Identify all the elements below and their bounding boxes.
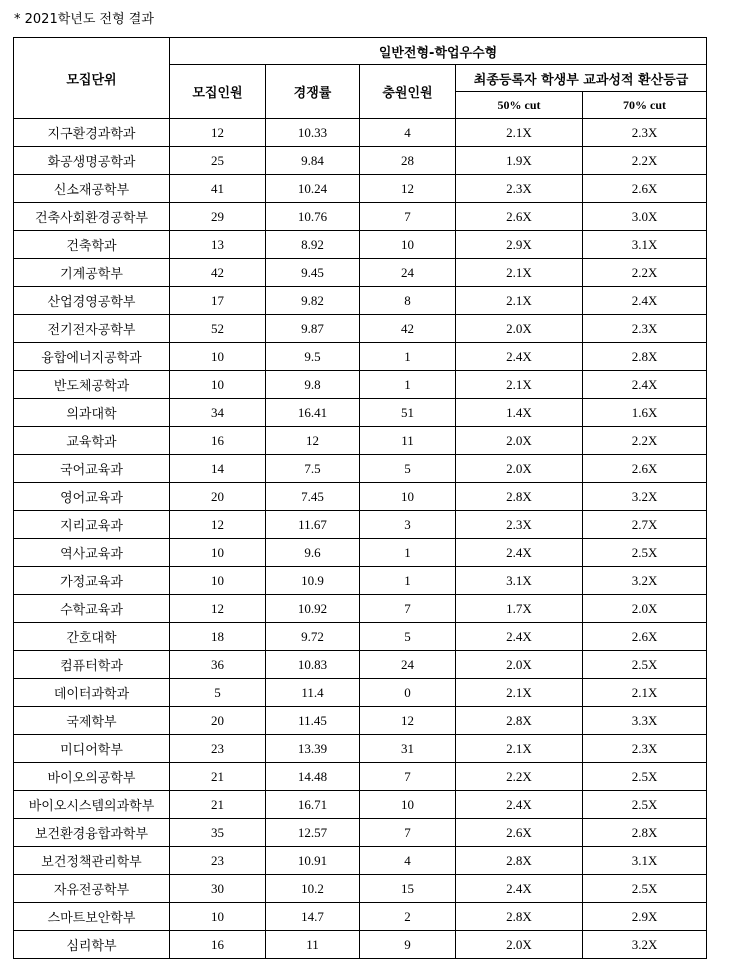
table-caption: * 2021학년도 전형 결과 (14, 12, 154, 27)
cell-cut50: 1.7X (456, 595, 583, 623)
cell-competition: 9.72 (266, 623, 360, 651)
cell-cut70: 2.5X (583, 651, 707, 679)
cell-competition: 9.45 (266, 259, 360, 287)
cell-cut50: 2.8X (456, 707, 583, 735)
table-row (14, 399, 707, 427)
cell-unit: 기계공학부 (14, 259, 170, 287)
cell-competition: 10.76 (266, 203, 360, 231)
cell-unit: 국어교육과 (14, 455, 170, 483)
cell-cut70: 2.5X (583, 763, 707, 791)
cell-competition: 11.45 (266, 707, 360, 735)
cell-competition: 7.5 (266, 455, 360, 483)
cell-cut50: 2.4X (456, 791, 583, 819)
cell-quota: 14 (170, 455, 266, 483)
table-row (14, 147, 707, 175)
cell-competition: 10.33 (266, 119, 360, 147)
cell-additional: 1 (360, 371, 456, 399)
cell-quota: 12 (170, 595, 266, 623)
table-row (14, 651, 707, 679)
cell-cut50: 2.4X (456, 875, 583, 903)
cell-cut70: 3.1X (583, 847, 707, 875)
cell-cut50: 2.0X (456, 427, 583, 455)
table-row (14, 231, 707, 259)
cell-unit: 신소재공학부 (14, 175, 170, 203)
cell-additional: 1 (360, 567, 456, 595)
cell-quota: 16 (170, 931, 266, 959)
cell-additional: 4 (360, 119, 456, 147)
cell-competition: 11.67 (266, 511, 360, 539)
header-competition: 경쟁률 (266, 65, 360, 119)
cell-additional: 24 (360, 651, 456, 679)
cell-unit: 자유전공학부 (14, 875, 170, 903)
cell-cut70: 2.5X (583, 791, 707, 819)
cell-unit: 수학교육과 (14, 595, 170, 623)
cell-quota: 42 (170, 259, 266, 287)
table-row (14, 511, 707, 539)
cell-cut70: 2.4X (583, 287, 707, 315)
cell-quota: 23 (170, 847, 266, 875)
table-row (14, 679, 707, 707)
cell-unit: 가정교육과 (14, 567, 170, 595)
cell-quota: 21 (170, 763, 266, 791)
cell-unit: 영어교육과 (14, 483, 170, 511)
cell-cut50: 2.1X (456, 679, 583, 707)
table-row (14, 427, 707, 455)
cell-additional: 8 (360, 287, 456, 315)
admission-results-table (13, 37, 707, 959)
table-row (14, 595, 707, 623)
table-row (14, 175, 707, 203)
cell-competition: 10.92 (266, 595, 360, 623)
cell-cut70: 2.3X (583, 735, 707, 763)
cell-cut50: 2.6X (456, 819, 583, 847)
header-quota: 모집인원 (170, 65, 266, 119)
cell-quota: 35 (170, 819, 266, 847)
cell-cut70: 3.1X (583, 231, 707, 259)
table-row (14, 791, 707, 819)
cell-cut70: 2.8X (583, 819, 707, 847)
cell-additional: 12 (360, 175, 456, 203)
cell-competition: 10.24 (266, 175, 360, 203)
cell-cut70: 2.7X (583, 511, 707, 539)
cell-additional: 7 (360, 203, 456, 231)
cell-competition: 11.4 (266, 679, 360, 707)
cell-quota: 10 (170, 371, 266, 399)
cell-quota: 10 (170, 903, 266, 931)
cell-quota: 52 (170, 315, 266, 343)
cell-unit: 건축학과 (14, 231, 170, 259)
cell-unit: 간호대학 (14, 623, 170, 651)
cell-additional: 9 (360, 931, 456, 959)
cell-additional: 3 (360, 511, 456, 539)
cell-cut50: 2.9X (456, 231, 583, 259)
cell-additional: 10 (360, 483, 456, 511)
cell-additional: 0 (360, 679, 456, 707)
table-row (14, 455, 707, 483)
table-row (14, 847, 707, 875)
cell-cut70: 2.2X (583, 147, 707, 175)
cell-additional: 7 (360, 595, 456, 623)
cell-quota: 17 (170, 287, 266, 315)
cell-unit: 지리교육과 (14, 511, 170, 539)
cell-unit: 화공생명공학과 (14, 147, 170, 175)
cell-quota: 36 (170, 651, 266, 679)
cell-competition: 10.83 (266, 651, 360, 679)
cell-additional: 1 (360, 343, 456, 371)
header-additional: 충원인원 (360, 65, 456, 119)
cell-additional: 31 (360, 735, 456, 763)
table-body (14, 119, 707, 959)
cell-cut50: 2.8X (456, 847, 583, 875)
cell-competition: 9.84 (266, 147, 360, 175)
cell-additional: 24 (360, 259, 456, 287)
cell-competition: 16.41 (266, 399, 360, 427)
cell-competition: 13.39 (266, 735, 360, 763)
cell-competition: 14.7 (266, 903, 360, 931)
cell-quota: 20 (170, 707, 266, 735)
cell-additional: 10 (360, 791, 456, 819)
cell-quota: 21 (170, 791, 266, 819)
cell-quota: 29 (170, 203, 266, 231)
cell-cut50: 1.4X (456, 399, 583, 427)
cell-additional: 51 (360, 399, 456, 427)
cell-cut50: 2.8X (456, 483, 583, 511)
cell-quota: 30 (170, 875, 266, 903)
cell-cut70: 3.0X (583, 203, 707, 231)
header-group: 일반전형-학업우수형 (170, 38, 707, 65)
table-row (14, 259, 707, 287)
cell-competition: 9.82 (266, 287, 360, 315)
cell-quota: 10 (170, 539, 266, 567)
cell-cut50: 2.1X (456, 735, 583, 763)
cell-cut70: 3.2X (583, 931, 707, 959)
cell-quota: 10 (170, 567, 266, 595)
cell-competition: 7.45 (266, 483, 360, 511)
cell-cut70: 3.3X (583, 707, 707, 735)
table-row (14, 567, 707, 595)
cell-cut50: 2.6X (456, 203, 583, 231)
table-row (14, 119, 707, 147)
cell-cut50: 2.8X (456, 903, 583, 931)
cell-unit: 국제학부 (14, 707, 170, 735)
table-row (14, 875, 707, 903)
cell-cut50: 3.1X (456, 567, 583, 595)
cell-unit: 데이터과학과 (14, 679, 170, 707)
table-row (14, 343, 707, 371)
cell-quota: 25 (170, 147, 266, 175)
cell-cut70: 2.2X (583, 427, 707, 455)
cell-additional: 5 (360, 455, 456, 483)
header-cut50: 50% cut (456, 92, 583, 119)
cell-competition: 8.92 (266, 231, 360, 259)
cell-unit: 전기전자공학부 (14, 315, 170, 343)
cell-competition: 14.48 (266, 763, 360, 791)
cell-competition: 9.87 (266, 315, 360, 343)
cell-cut70: 2.6X (583, 623, 707, 651)
cell-cut50: 2.2X (456, 763, 583, 791)
cell-additional: 4 (360, 847, 456, 875)
cell-competition: 9.6 (266, 539, 360, 567)
cell-cut50: 2.3X (456, 511, 583, 539)
table-row (14, 483, 707, 511)
cell-cut50: 2.0X (456, 931, 583, 959)
cell-cut70: 2.2X (583, 259, 707, 287)
cell-unit: 역사교육과 (14, 539, 170, 567)
cell-cut70: 2.3X (583, 315, 707, 343)
cell-additional: 2 (360, 903, 456, 931)
cell-cut70: 3.2X (583, 567, 707, 595)
cell-additional: 15 (360, 875, 456, 903)
cell-cut70: 2.0X (583, 595, 707, 623)
cell-unit: 건축사회환경공학부 (14, 203, 170, 231)
table-row (14, 315, 707, 343)
cell-cut70: 2.6X (583, 455, 707, 483)
cell-unit: 교육학과 (14, 427, 170, 455)
cell-cut50: 2.0X (456, 455, 583, 483)
cell-cut50: 2.3X (456, 175, 583, 203)
header-cut70: 70% cut (583, 92, 707, 119)
cell-unit: 심리학부 (14, 931, 170, 959)
cell-cut50: 2.1X (456, 119, 583, 147)
cell-quota: 16 (170, 427, 266, 455)
cell-cut70: 2.6X (583, 175, 707, 203)
table-row (14, 287, 707, 315)
cell-unit: 바이오의공학부 (14, 763, 170, 791)
cell-quota: 5 (170, 679, 266, 707)
cell-unit: 바이오시스템의과학부 (14, 791, 170, 819)
cell-cut70: 2.1X (583, 679, 707, 707)
cell-unit: 컴퓨터학과 (14, 651, 170, 679)
cell-competition: 9.5 (266, 343, 360, 371)
cell-cut70: 2.5X (583, 875, 707, 903)
cell-cut70: 3.2X (583, 483, 707, 511)
table-row (14, 203, 707, 231)
header-unit: 모집단위 (14, 38, 170, 119)
cell-competition: 10.9 (266, 567, 360, 595)
cell-cut50: 2.4X (456, 343, 583, 371)
table-row (14, 707, 707, 735)
cell-unit: 미디어학부 (14, 735, 170, 763)
cell-unit: 지구환경과학과 (14, 119, 170, 147)
table-row (14, 735, 707, 763)
cell-additional: 7 (360, 819, 456, 847)
cell-competition: 16.71 (266, 791, 360, 819)
cell-cut70: 2.3X (583, 119, 707, 147)
cell-quota: 12 (170, 119, 266, 147)
table-row (14, 819, 707, 847)
table-row (14, 763, 707, 791)
cell-quota: 10 (170, 343, 266, 371)
cell-cut50: 1.9X (456, 147, 583, 175)
cell-quota: 41 (170, 175, 266, 203)
cell-competition: 12.57 (266, 819, 360, 847)
cell-competition: 10.2 (266, 875, 360, 903)
cell-additional: 42 (360, 315, 456, 343)
cell-quota: 18 (170, 623, 266, 651)
cell-unit: 산업경영공학부 (14, 287, 170, 315)
table-row (14, 371, 707, 399)
cell-unit: 스마트보안학부 (14, 903, 170, 931)
cell-quota: 34 (170, 399, 266, 427)
cell-additional: 28 (360, 147, 456, 175)
table-row (14, 539, 707, 567)
cell-quota: 13 (170, 231, 266, 259)
table-row (14, 931, 707, 959)
cell-additional: 5 (360, 623, 456, 651)
cell-competition: 12 (266, 427, 360, 455)
cell-cut50: 2.4X (456, 539, 583, 567)
cell-additional: 12 (360, 707, 456, 735)
cell-cut70: 2.5X (583, 539, 707, 567)
cell-cut50: 2.1X (456, 259, 583, 287)
cell-cut50: 2.0X (456, 315, 583, 343)
cell-cut50: 2.4X (456, 623, 583, 651)
cell-unit: 의과대학 (14, 399, 170, 427)
cell-additional: 1 (360, 539, 456, 567)
cell-competition: 9.8 (266, 371, 360, 399)
cell-additional: 7 (360, 763, 456, 791)
cell-quota: 20 (170, 483, 266, 511)
cell-quota: 12 (170, 511, 266, 539)
cell-additional: 11 (360, 427, 456, 455)
cell-cut50: 2.1X (456, 287, 583, 315)
cell-unit: 반도체공학과 (14, 371, 170, 399)
table-row (14, 903, 707, 931)
cell-unit: 보건정책관리학부 (14, 847, 170, 875)
cell-additional: 10 (360, 231, 456, 259)
cell-cut50: 2.0X (456, 651, 583, 679)
cell-unit: 융합에너지공학과 (14, 343, 170, 371)
cell-cut70: 2.9X (583, 903, 707, 931)
cell-cut70: 2.8X (583, 343, 707, 371)
header-grade-group: 최종등록자 학생부 교과성적 환산등급 (456, 65, 707, 92)
cell-unit: 보건환경융합과학부 (14, 819, 170, 847)
cell-cut70: 2.4X (583, 371, 707, 399)
table-row (14, 623, 707, 651)
cell-competition: 10.91 (266, 847, 360, 875)
cell-competition: 11 (266, 931, 360, 959)
cell-cut70: 1.6X (583, 399, 707, 427)
cell-cut50: 2.1X (456, 371, 583, 399)
cell-quota: 23 (170, 735, 266, 763)
